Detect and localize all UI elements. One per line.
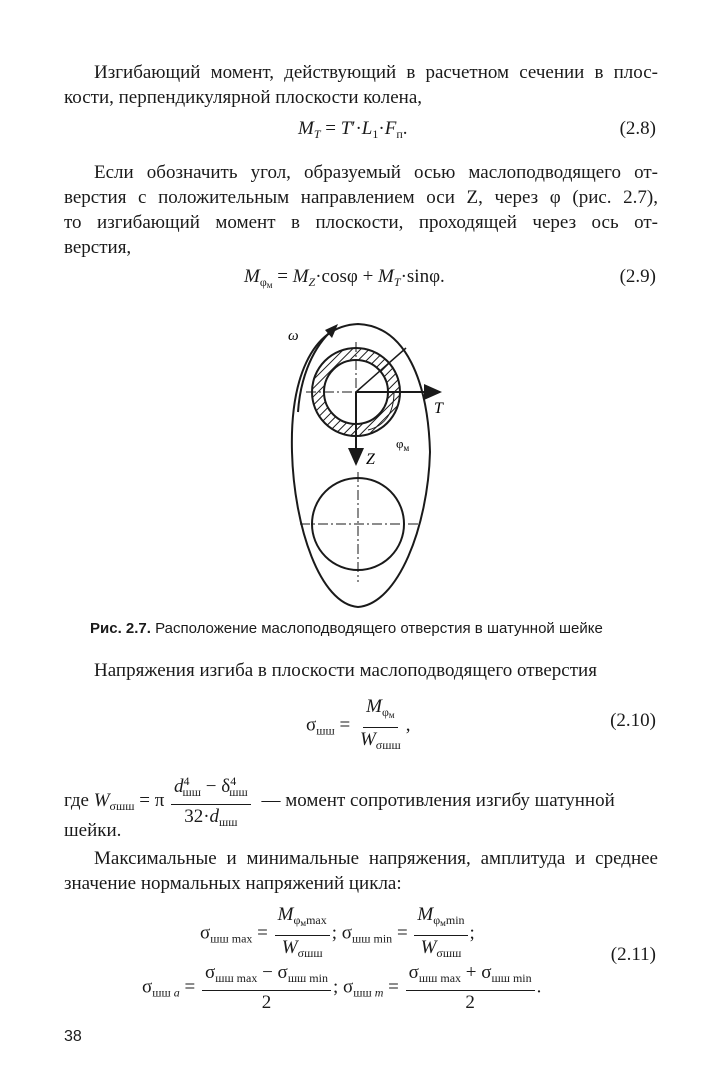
section-modulus-line: где $W_{\sigma шш} = \pi$ $\frac{d^4_{шш} - \delta^4_{шш}}{32\cdot d_{шш}}$ — момент сопротивления изгибу шатунной [64,770,615,833]
text-where: где [64,789,89,811]
paragraph-bending-moment [64,60,658,110]
text-line: шейки. [64,820,122,841]
equation-number: (2.10) [610,710,656,731]
paragraph-stresses [64,658,658,683]
caption-label: Рис. 2.7. [90,620,151,637]
equation-2-10: $\sigma_{шш}$ = $\frac{M_{\varphi_м}}{W_{\sigma шш}}$ , [306,696,411,752]
text-line: Если обозначить угол, образуемый осью маслоподводящего от- [94,162,658,183]
page-number: 38 [64,1028,82,1045]
text-line: значение нормальных напряжений цикла: [64,873,402,894]
equation-2-8: $M_T = T'\cdot L_1\cdot F_п$. [298,118,408,141]
equation-2-9: $M_{\varphi_м} = M_Z\cdot\cos\varphi + M_T\cdot\sin\varphi$. [244,266,445,290]
equation-number: (2.11) [610,944,656,965]
caption-text: Расположение маслоподводящего отверстия в шатунной шейке [155,620,603,637]
equation-number: (2.8) [619,118,656,139]
text-modulus-description: — момент сопротивления изгибу шатунной [261,789,615,811]
t-axis-label: T [434,400,443,417]
equation-number: (2.9) [619,266,656,287]
paragraph-angle [64,160,658,260]
text-line: Напряжения изгиба в плоскости маслоподводящего отверстия [94,660,597,681]
omega-label: ω [288,328,299,344]
text-line: верстия с положительным направлением оси Z, через φ (рис. 2.7), [64,187,658,208]
equation-2-11-max-min: $\sigma_{шш max}$ = $\frac{M_{\varphi_мmax}}{W_{\sigma шш}}$ ; $\sigma_{шш min}$ = $\frac{M_{\varphi_мmin}}{W_{\sigma шш}}$ ; [200,904,475,960]
text-line: то изгибающий момент в плоскости, проходящей через ось от- [64,212,658,233]
paragraph-journal [64,818,658,843]
paragraph-cycle-stresses [64,846,658,896]
phi-label: $\varphi_м$ [396,436,410,453]
figure-caption [90,620,603,637]
crank-pin-diagram [270,312,470,612]
text-line: верстия, [64,237,132,258]
text-line: Изгибающий момент, действующий в расчетном сечении в плос- [94,62,658,83]
z-axis-label: Z [366,451,375,468]
text-line: кости, перпендикулярной плоскости колена, [64,87,423,108]
equation-2-11-amplitude-mean: $\sigma_{шш a}$ = $\frac{\sigma_{шш max} - \sigma_{шш min}}{2}$ ; $\sigma_{шш m}$ = $\frac{\sigma_{шш max} + \sigma_{шш min}}{2}$ . [142,962,542,1013]
text-line: Максимальные и минимальные напряжения, амплитуда и среднее [94,848,658,869]
